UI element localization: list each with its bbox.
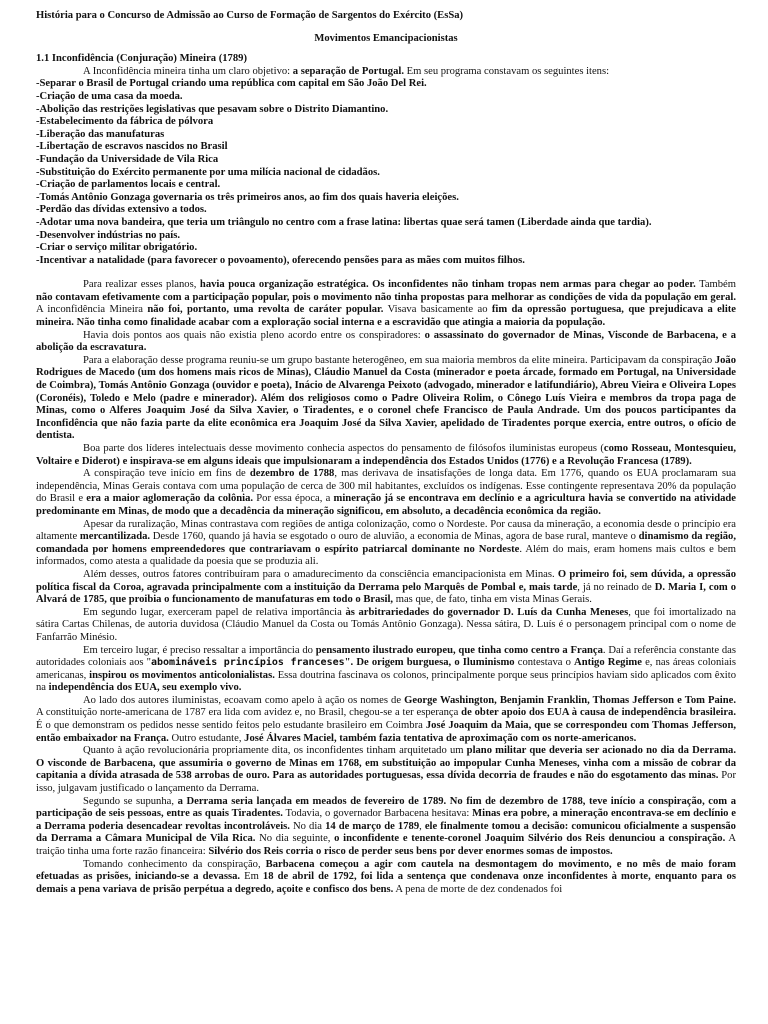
list-item: -Adotar uma nova bandeira, que teria um triângulo no centro com a frase latina: libertas quae será tamen (Liberdade ainda que tardia). (36, 216, 652, 228)
list-item: -Estabelecimento da fábrica de pólvora (36, 116, 214, 128)
paragraph-military-plan: Quanto à ação revolucionária propriamente dita, os inconfidentes tinham arquitetado um plano militar que deveria ser acionado no dia da Derrama. O visconde de Barbacena, que assumiria o governo de Minas em 1768, em substituição ao impopular Cunha Meneses, vinha com a missão de cobrar da capitania a dívida atrasada de 538 arrobas de ouro. Para as autoridades portuguesas, essa dívida decorria de fraudes e não do esgotamento das minas. Por isso, julgavam justificado o lançamento da Derrama. (36, 745, 736, 795)
list-item: -Perdão das dívidas extensivo a todos. (36, 204, 207, 216)
list-item: -Fundação da Universidade de Vila Rica (36, 153, 219, 165)
document-subtitle: Movimentos Emancipacionistas (314, 32, 458, 44)
program-items-list (36, 78, 736, 267)
list-item: -Criação de uma casa da moeda. (36, 90, 183, 102)
list-item: -Criação de parlamentos locais e central. (36, 179, 221, 191)
document-page (36, 10, 736, 1020)
paragraph-leaders: Boa parte dos líderes intelectuais desse movimento conhecia aspectos do pensamento de filósofos iluministas europeus (como Rosseau, Montesquieu, Voltaire e Diderot) e inspirava-se em alguns ideais que impulsionaram a independência dos Estados Unidos (1776) e a Revolução Francesa (1789). (36, 443, 736, 467)
list-item: -Abolição das restrições legislativas que pesavam sobre o Distrito Diamantino. (36, 103, 389, 115)
list-item: -Incentivar a natalidade (para favorecer o povoamento), oferecendo pensões para as mães com muitos filhos. (36, 254, 525, 266)
paragraph-plans: Para realizar esses planos, havia pouca organização estratégica. Os inconfidentes não tinham tropas nem armas para chegar ao poder. Também não contavam efetivamente com a participação popular, pois o movimento não tinha propostas para melhorar as condições de vida da população em geral. A inconfidência Mineira não foi, portanto, uma revolta de caráter popular. Visava basicamente ao fim da opressão portuguesa, que prejudicava a elite mineira. Não tinha como finalidade acabar com a exploração social interna e a escravidão que atingia a maioria da população. (36, 279, 736, 329)
paragraph-factors: Além desses, outros fatores contribuíram para o amadurecimento da consciência emancipacionista em Minas. O primeiro foi, sem dúvida, a opressão política fiscal da Coroa, agravada principalmente com a instituição da Derrama pelo Marquês de Pombal e, mais tarde, já no reinado de D. Maria I, com o Alvará de 1785, que proibia o funcionamento de manufaturas em todo o Brasil, mas que, de fato, tinha em vista Minas Gerais. (36, 568, 736, 606)
paragraph-third-place: Em terceiro lugar, é preciso ressaltar a importância do pensamento ilustrado europeu, que tinha como centro a França. Daí a referência constante das autoridades coloniais aos "abomináveis princípios franceses". De origem burguesa, o Iluminismo contestava o Antigo Regime e, nas áreas coloniais americanas, inspirou os movimentos anticolonialistas. Essa doutrina fascinava os colonos, principalmente porque seus princípios haviam sido aplicados com êxito na independência dos EUA, seu exemplo vivo. (36, 644, 736, 694)
paragraph-second-place: Em segundo lugar, exerceram papel de relativa importância às arbitrariedades do governador D. Luís da Cunha Meneses, que foi imortalizado na sátira Cartas Chilenas, de autoria duvidosa (Cláudio Manuel da Costa ou Tomás Antônio Gonzaga). Nessa sátira, D. Luís é o personagem principal com o nome de Fanfarrão Minésio. (36, 606, 736, 643)
paragraph-ruralization: Apesar da ruralização, Minas contrastava com regiões de antiga colonização, como o Nordeste. Por causa da mineração, a economia desde o princípio era altamente mercantilizada. Desde 1760, quando já havia se esgotado o ouro de aluvião, a economia de Minas, agora de base rural, manteve o dinamismo da região, comandada por homens empreendedores que contrariavam o espírito patriarcal dominante no Nordeste. Além do mais, eram homens mais cultos e bem informados, como atesta a qualidade da poesia que se produzia ali. (36, 518, 736, 568)
section-heading: 1.1 Inconfidência (Conjuração) Mineira (1789) (36, 53, 247, 65)
paragraph-authors: Ao lado dos autores iluministas, ecoavam como apelo à ação os nomes de George Washington, Benjamin Franklin, Thomas Jefferson e Tom Paine. A constituição norte-americana de 1787 era lida com avidez e, no Brasil, chegou-se a ter esperança de obter apoio dos EUA à causa de independência brasileira. É o que demonstram os pedidos nesse sentido feitos pelo estudante brasileiro em Coimbra José Joaquim da Maia, que se correspondeu com Thomas Jefferson, então embaixador na França. Outro estudante, José Álvares Maciel, também fazia tentativa de aproximação com os norte-americanos. (36, 694, 736, 744)
list-item: -Liberação das manufaturas (36, 128, 165, 140)
list-item: -Tomás Antônio Gonzaga governaria os três primeiros anos, ao fim dos quais haveria eleições. (36, 191, 459, 203)
paragraph-participants: Para a elaboração desse programa reuniu-se um grupo bastante heterogêneo, em sua maioria membros da elite mineira. Participavam da conspiração João Rodrigues de Macedo (um dos homens mais ricos de Minas), Cláudio Manuel da Costa (minerador e poeta árcade, formado em Portugal, na Universidade de Coimbra), Tomás Antônio Gonzaga (ouvidor e poeta), Inácio de Alvarenga Peixoto (advogado, minerador e latifundiário), Abreu Vieira e Oliveira Lopes (Coronéis), Toledo e Melo (padre e minerador). Além dos religiosos como o Padre Oliveira Rolim, o Cônego Luís Vieira e membros da tropa paga de Minas, como o Alferes Joaquim José da Silva Xavier, o Tiradentes, e o coronel chefe Francisco de Paula Andrade. Um dos poucos participantes da Inconfidência que não fazia parte da elite econômica era Joaquim José da Silva Xavier, apelidado de Tiradentes porque exercia, entre outros, o ofício de dentista. (36, 354, 736, 442)
list-item: -Desenvolver indústrias no país. (36, 229, 181, 241)
intro-paragraph: A Inconfidência mineira tinha um claro objetivo: a separação de Portugal. Em seu programa constavam os seguintes itens: (83, 65, 610, 77)
paragraph-beginning: A conspiração teve início em fins de dezembro de 1788, mas derivava de insatisfações de longa data. Em 1776, quando os EUA proclamaram sua independência, Minas Gerais contava com uma população de cerca de 300 mil habitantes, excluídos os indígenas. Esse contingente representava 20% da população do Brasil e era a maior aglomeração da colônia. Por essa época, a mineração já se encontrava em declínio e a agricultura havia se convertido na atividade predominante em Minas, de modo que a decadência da mineração significou, em absoluto, a decadência econômica da região. (36, 468, 736, 517)
list-item: -Substituição do Exército permanente por uma milícia nacional de cidadãos. (36, 166, 380, 178)
list-item: -Libertação de escravos nascidos no Brasil (36, 141, 228, 153)
document-title: História para o Concurso de Admissão ao Curso de Formação de Sargentos do Exército (EsSa) (36, 10, 464, 21)
list-item: -Separar o Brasil de Portugal criando uma república com capital em São João Del Rei. (36, 78, 427, 90)
paragraph-disagreements: Havia dois pontos aos quais não existia pleno acordo entre os conspiradores: o assassinato do governador de Minas, Visconde de Barbacena, e a abolição da escravatura. (36, 329, 736, 354)
list-item: -Criar o serviço militar obrigatório. (36, 242, 198, 254)
paragraph-sentence: Tomando conhecimento da conspiração, Barbacena começou a agir com cautela na desmontagem do movimento, e no mês de maio foram efetuadas as prisões, iniciando-se a devassa. Em 18 de abril de 1792, foi lida a sentença que condenava onze inconfidentes à morte, enquanto para os demais a pena variava de prisão perpétua a degredo, açoite e confisco dos bens. A pena de morte de dez condenados foi (36, 858, 736, 895)
paragraph-derrama: Segundo se supunha, a Derrama seria lançada em meados de fevereiro de 1789. No fim de dezembro de 1788, teve início a conspiração, com a participação de seis pessoas, entre as quais Tiradentes. Todavia, o governador Barbacena hesitava: Minas era pobre, a mineração encontrava-se em declínio e a Derrama poderia desencadear revoltas incontroláveis. No dia 14 de março de 1789, ele finalmente tomou a decisão: comunicou oficialmente a suspensão da Derrama a Câmara Municipal de Vila Rica. No dia seguinte, o inconfidente e tenente-coronel Joaquim Silvério dos Reis denunciou a conspiração. A traição tinha uma forte razão financeira: Silvério dos Reis corria o risco de perder seus bens por dever enormes somas de impostos. (36, 795, 736, 857)
